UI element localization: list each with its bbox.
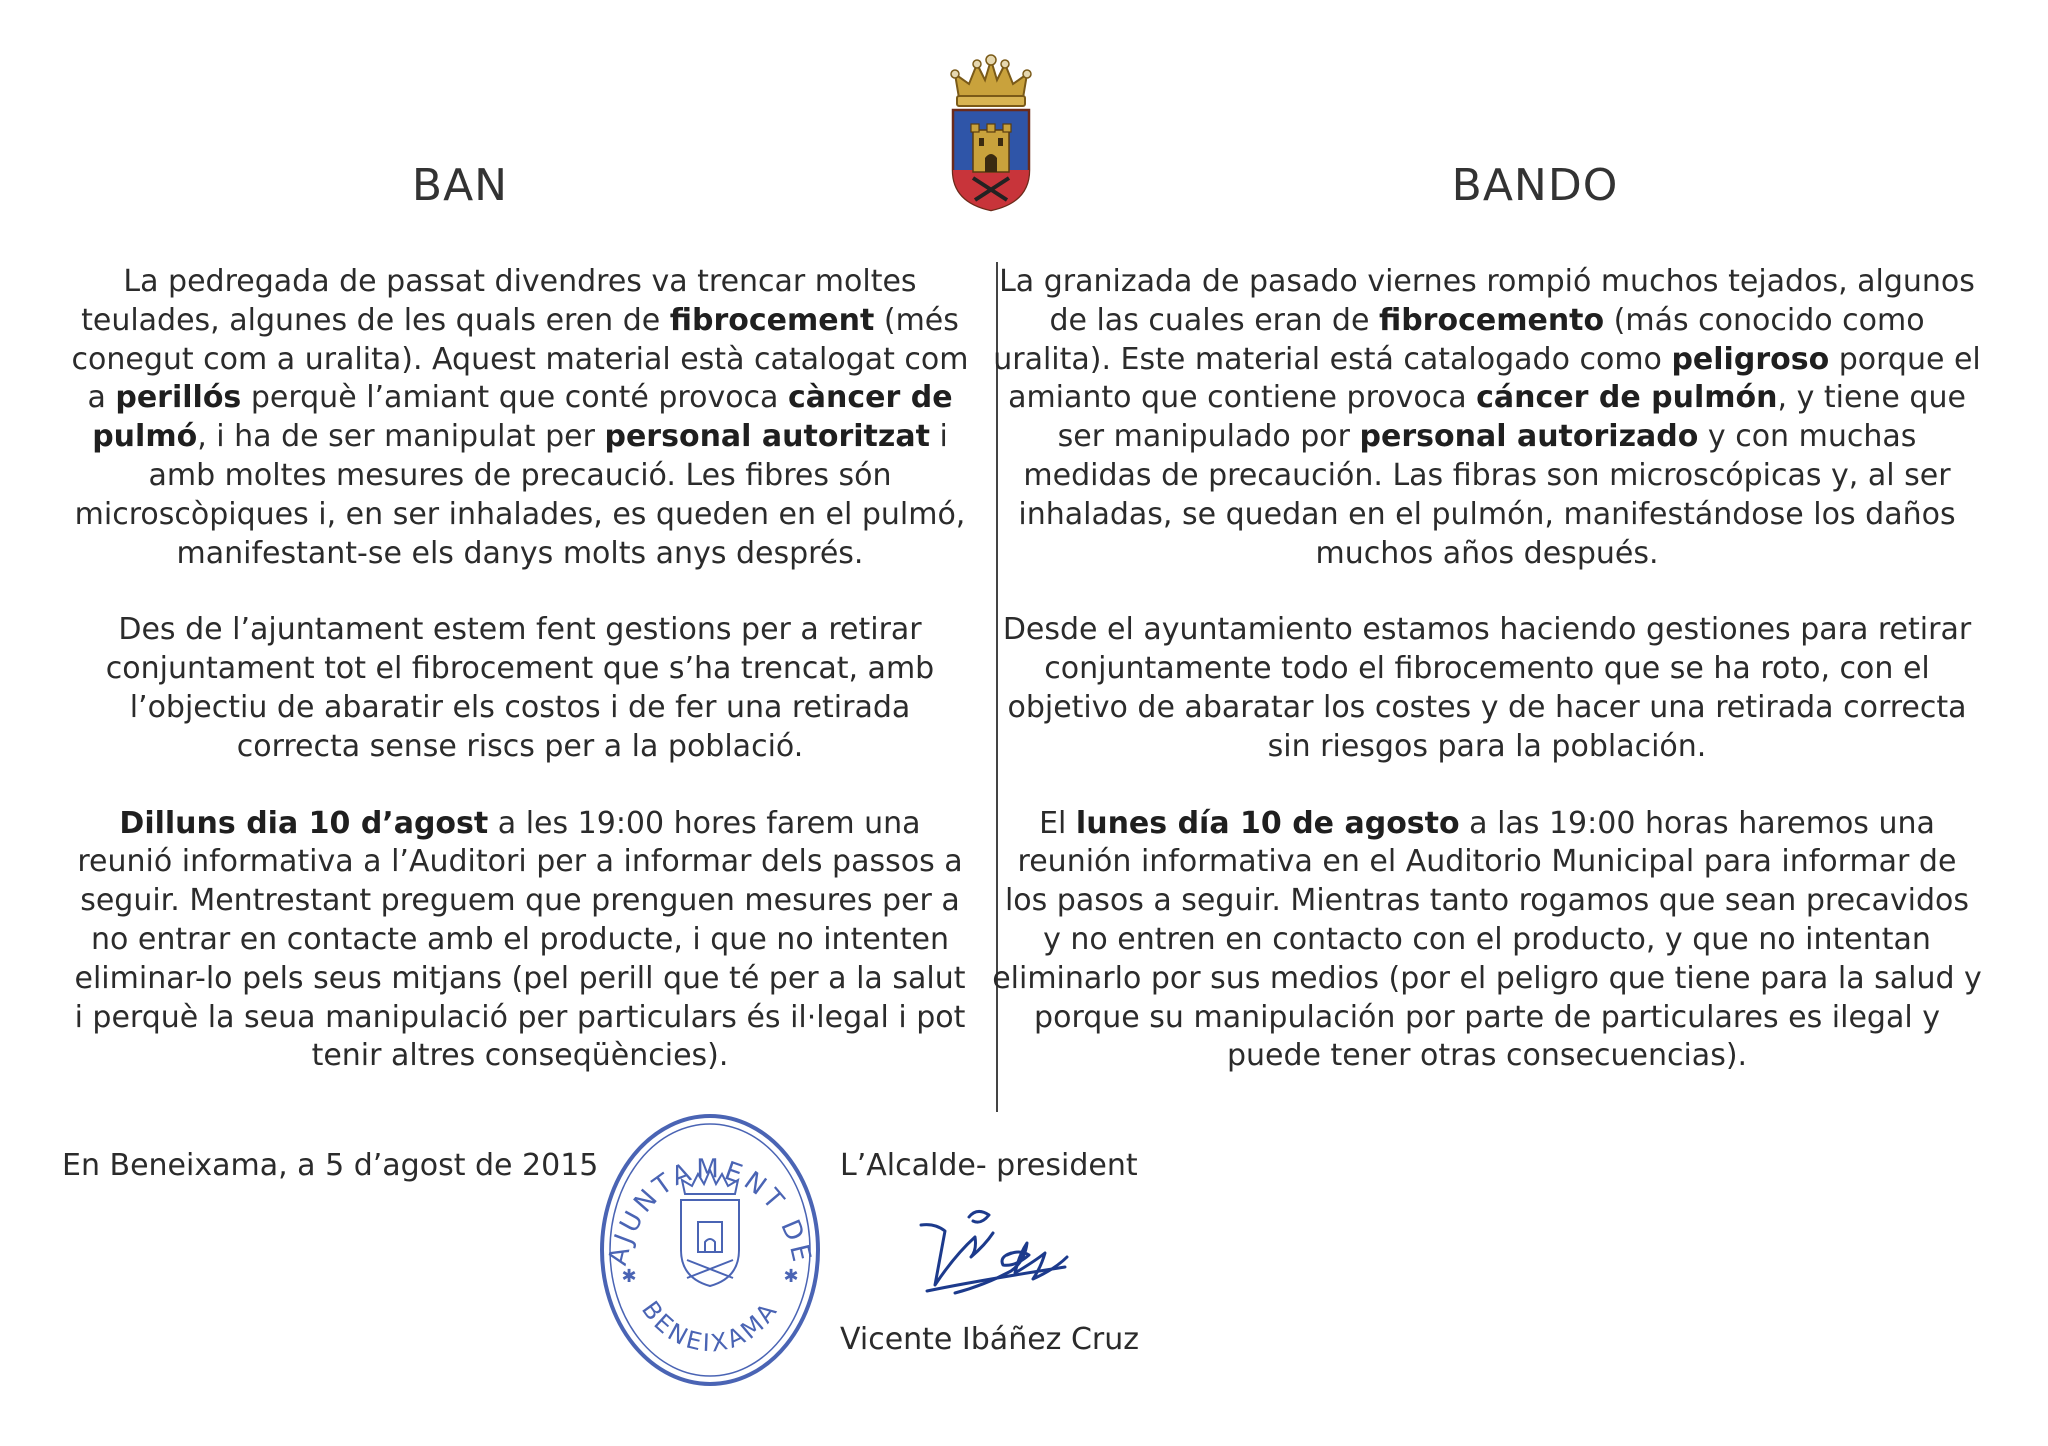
signature-icon: [915, 1195, 1075, 1305]
stamp-bottom-text: BENEIXAMA: [636, 1295, 784, 1358]
paragraph-1: La pedregada de passat divendres va trencar moltes teulades, algunes de les quals eren de fibrocement (més conegut com a uralita). Aquest material està catalogat com a perillós perquè l’amiant que conté provoca càncer de pulmó, i ha de ser manipulat per personal autoritzat i amb moltes mesures de precaució. Les fibres són microscòpiques i, en ser inhalades, es queden en el pulmó, manifestant-se els danys molts anys després.: [71, 264, 969, 571]
heading-ban: BAN: [411, 160, 509, 211]
place-date: En Beneixama, a 5 d’agost de 2015: [62, 1148, 599, 1183]
coat-of-arms-icon: [943, 52, 1039, 212]
heading-bando: BANDO: [1451, 160, 1619, 211]
shield-icon: [953, 110, 1029, 210]
paragraph-3: El lunes día 10 de agosto a las 19:00 horas haremos una reunión informativa en el Auditorio Municipal para informar de los pasos a seguir. Mientras tanto rogamos que sean precavidos y no entren en contacto con el producto, y que no intentan eliminarlo por sus medios (por el peligro que tiene para la salud y porque su manipulación por parte de particulares es ilegal y puede tener otras consecuencias).: [992, 805, 1982, 1074]
town-hall-stamp-icon: [595, 1110, 825, 1390]
paragraph-3: Dilluns dia 10 d’agost a les 19:00 hores farem una reunió informativa a l’Auditori per a informar dels passos a seguir. Mentrestant preguem que prenguen mesures per a no entrar en contacte amb el producte, i que no intenten eliminar-lo pels seus mitjans (pel perill que té per a la salut i perquè la seua manipulació per particulars és il·legal i pot tenir altres conseqüències).: [74, 805, 966, 1074]
column-spanish: [992, 263, 1982, 1114]
crown-icon: [951, 55, 1031, 106]
stamp-top-text: AJUNTAMENT DE: [602, 1154, 817, 1269]
column-valencian: [70, 263, 970, 1114]
mayor-name: Vicente Ibáñez Cruz: [840, 1322, 1139, 1357]
mayor-title: L’Alcalde- president: [840, 1148, 1138, 1183]
paragraph-1: La granizada de pasado viernes rompió muchos tejados, algunos de las cuales eran de fibrocemento (más conocido como uralita). Este material está catalogado como peligroso porque el amianto que contiene provoca cáncer de pulmón, y tiene que ser manipulado por personal autorizado y con muchas medidas de precaución. Las fibras son microscópicas y, al ser inhaladas, se quedan en el pulmón, manifestándose los daños muchos años después.: [993, 264, 1981, 571]
paragraph-2: Des de l’ajuntament estem fent gestions per a retirar conjuntament tot el fibrocement que s’ha trencat, amb l’objectiu de abaratir els costos i de fer una retirada correcta sense riscs per a la població.: [105, 612, 935, 764]
paragraph-2: Desde el ayuntamiento estamos haciendo gestiones para retirar conjuntamente todo el fibrocemento que se ha roto, con el objetivo de abaratar los costes y de hacer una retirada correcta sin riesgos para la población.: [1002, 612, 1972, 764]
svg-text:✱: ✱: [621, 1266, 637, 1287]
svg-text:✱: ✱: [783, 1266, 799, 1287]
